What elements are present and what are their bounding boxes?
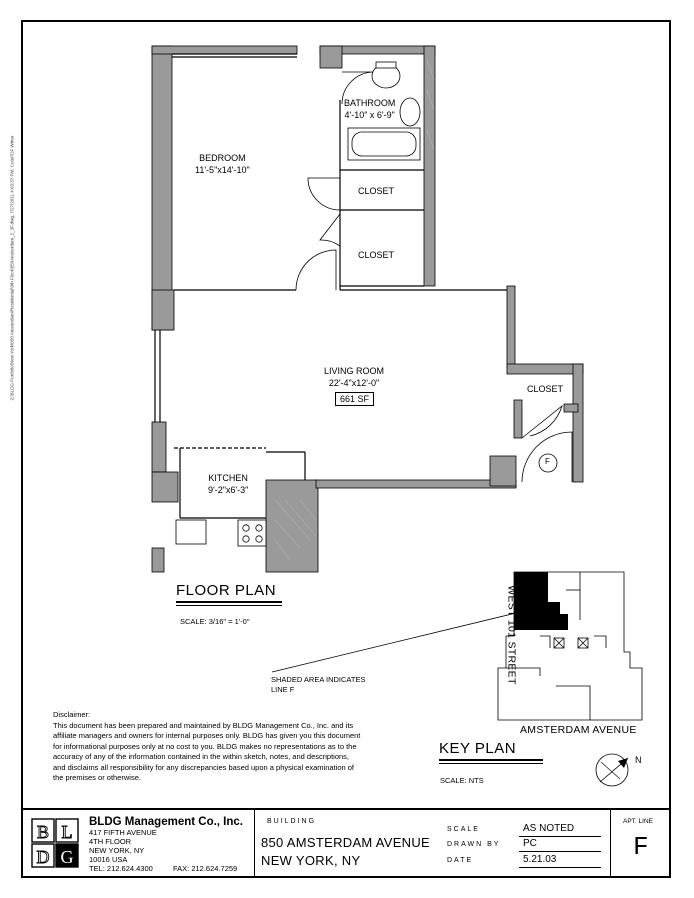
building-address-line2: NEW YORK, NY bbox=[261, 853, 361, 868]
building-address-line1: 850 AMSTERDAM AVENUE bbox=[261, 835, 431, 850]
logo-letter-l: L bbox=[61, 822, 73, 842]
logo-letter-b: B bbox=[36, 822, 50, 842]
company-info bbox=[89, 816, 243, 873]
bathroom-name: BATHROOM bbox=[344, 98, 396, 108]
date-underline bbox=[519, 867, 601, 868]
company-name: BLDG Management Co., Inc. bbox=[89, 816, 243, 828]
date-label: DATE bbox=[447, 857, 474, 864]
closet-3-label: CLOSET bbox=[527, 384, 564, 394]
building-label: BUILDING bbox=[267, 818, 317, 825]
file-path-note: Z:\BLDG Portfolio\New York\850 Amsterdam\Residential\9th Floor\850Amsterdam_2_3F.dwg, 7/27/2011 4:03:37 PM, CutePDF Writer bbox=[9, 135, 15, 401]
scale-value: AS NOTED bbox=[523, 823, 575, 834]
disclaimer-heading: Disclaimer: bbox=[53, 710, 91, 719]
logo-letter-g: G bbox=[60, 847, 74, 867]
apt-line-value: F bbox=[633, 832, 649, 862]
drawn-by-underline bbox=[519, 851, 601, 852]
title-block-divider-1 bbox=[254, 810, 255, 876]
date-value: 5.21.03 bbox=[523, 854, 557, 865]
key-plan-scale: SCALE: NTS bbox=[440, 776, 484, 785]
bedroom-dims: 11'-5"x14'-10" bbox=[195, 165, 250, 175]
west-101-street-label: WEST 101 STREET bbox=[505, 585, 518, 685]
scale-label: SCALE bbox=[447, 826, 480, 833]
drawn-by-value: PC bbox=[523, 838, 537, 849]
company-phones bbox=[89, 864, 243, 873]
title-block-divider-2 bbox=[610, 810, 611, 876]
company-fax: FAX: 212.624.7259 bbox=[173, 864, 238, 873]
company-address-4: 10016 USA bbox=[89, 855, 128, 864]
closet-2-label: CLOSET bbox=[358, 250, 395, 260]
living-room-dims: 22'-4"x12'-0" bbox=[328, 378, 380, 388]
bldg-logo bbox=[31, 818, 79, 868]
company-address-1: 417 FIFTH AVENUE bbox=[89, 828, 157, 837]
entry-marker-label: F bbox=[545, 457, 550, 466]
logo-letter-d: D bbox=[36, 847, 50, 867]
scale-underline bbox=[519, 836, 601, 837]
floor-plan-title: FLOOR PLAN bbox=[176, 582, 277, 599]
key-plan-note-line1: SHADED AREA INDICATES bbox=[271, 675, 366, 684]
key-plan-note-line2: LINE F bbox=[271, 685, 295, 694]
north-arrow-label: N bbox=[635, 755, 642, 765]
disclaimer bbox=[53, 710, 363, 784]
kitchen-dims: 9'-2"x6'-3" bbox=[208, 485, 249, 495]
company-address-2: 4TH FLOOR bbox=[89, 837, 132, 846]
kitchen-name: KITCHEN bbox=[208, 473, 248, 483]
bedroom-name: BEDROOM bbox=[199, 153, 246, 163]
amsterdam-avenue-label: AMSTERDAM AVENUE bbox=[520, 724, 637, 736]
apt-line-label: APT. LINE bbox=[623, 818, 653, 825]
company-tel: TEL: 212.624.4300 bbox=[89, 864, 153, 873]
living-room-area: 661 SF bbox=[335, 392, 374, 406]
bathroom-dims: 4'-10" x 6'-9" bbox=[344, 110, 395, 120]
disclaimer-body: This document has been prepared and maintained by BLDG Management Co., Inc. and its affiliate managers and owners for internal purposes only. BLDG has given you this document for informational purposes only at no cost to you. BLDG makes no representations as to the accuracy of any of the information contained in the within sketch, notes, and descriptions, and disclaims all responsibility for any discrepancies based upon a physical examination of the premises or otherwise. bbox=[53, 720, 361, 782]
title-block bbox=[21, 808, 671, 878]
closet-1-label: CLOSET bbox=[358, 186, 395, 196]
floor-plan-scale: SCALE: 3/16" = 1'-0" bbox=[180, 617, 250, 626]
drawn-by-label: DRAWN BY bbox=[447, 841, 501, 848]
company-address-3: NEW YORK, NY bbox=[89, 846, 145, 855]
living-room-name: LIVING ROOM bbox=[324, 366, 385, 376]
key-plan-title: KEY PLAN bbox=[439, 740, 517, 757]
